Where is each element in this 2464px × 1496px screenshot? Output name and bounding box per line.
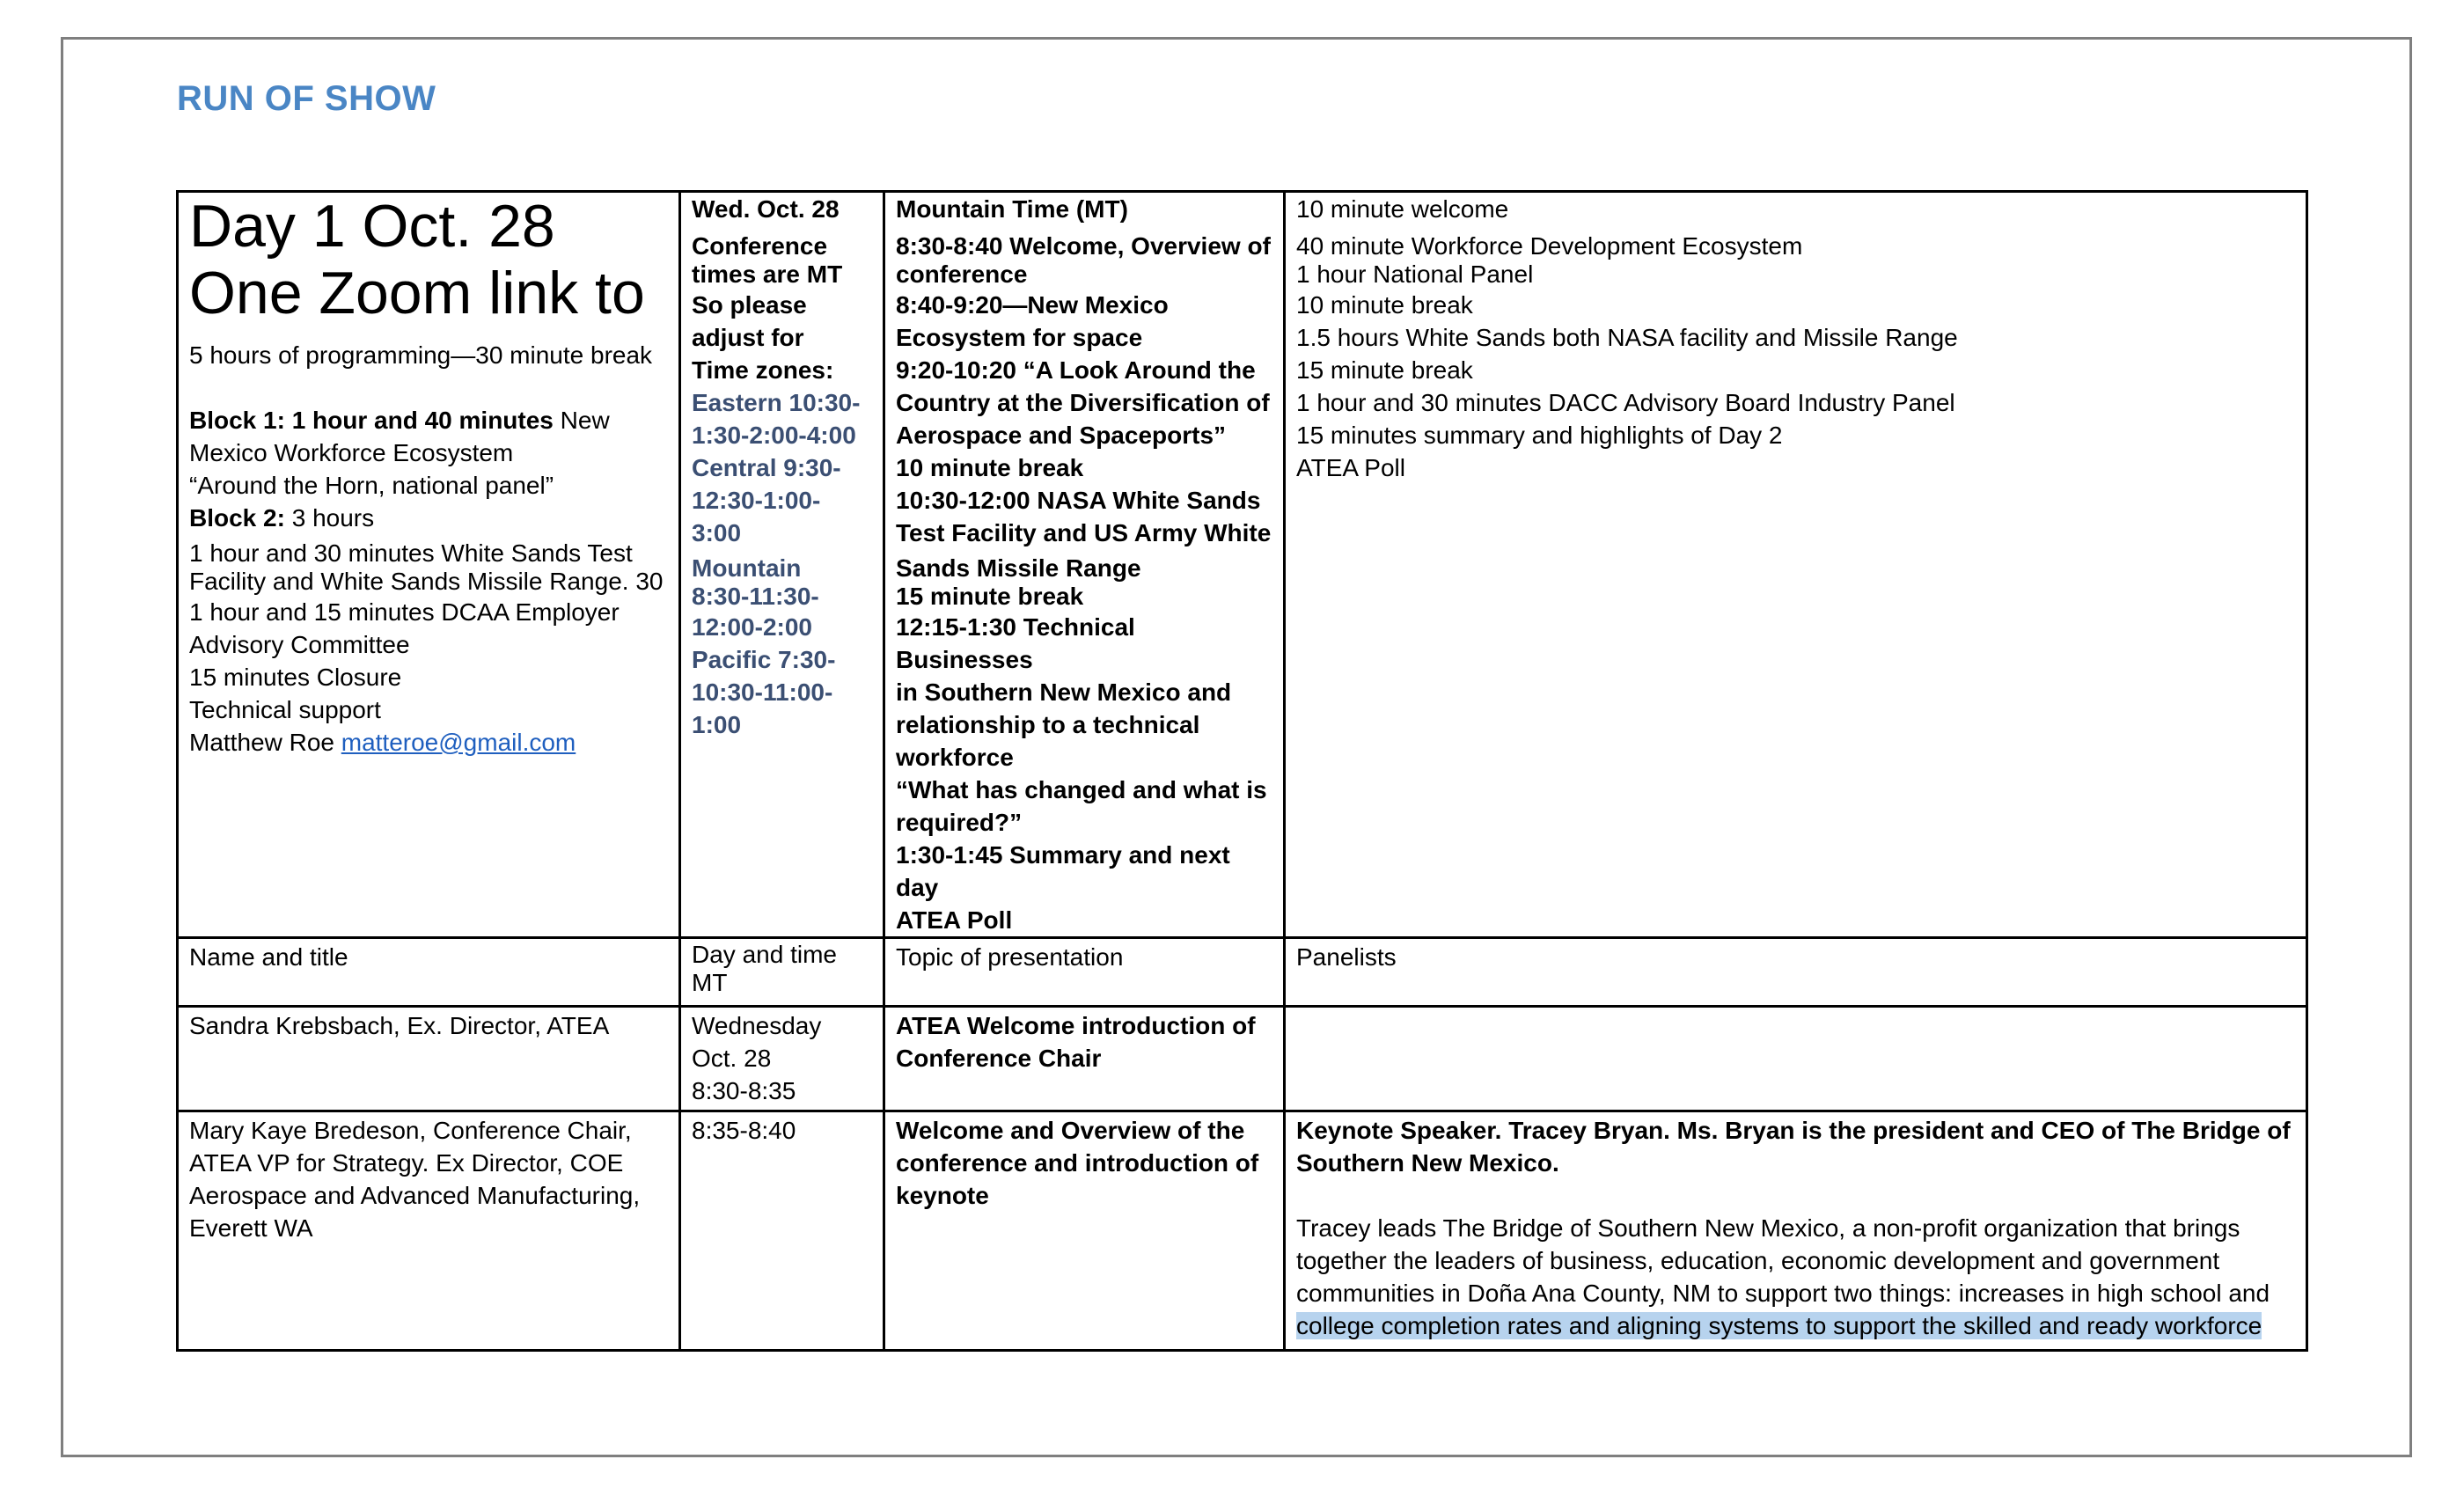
contact-line	[189, 726, 668, 759]
summary-line-b5: 15 minutes summary and highlights of Day 2	[1296, 422, 1783, 449]
tz-eastern-1: Eastern 10:30-	[692, 389, 861, 416]
header-topic-text: Topic of presentation	[896, 943, 1124, 971]
speaker-topic-line1: Welcome and Overview of the	[896, 1117, 1245, 1144]
speaker-name: Sandra Krebsbach, Ex. Director, ATEA	[189, 1012, 610, 1039]
summary-line-a2: 1 hour National Panel	[1296, 260, 1534, 288]
tz-mountain-2: 8:30-11:30-	[692, 583, 819, 610]
bio-line1: Tracey leads The Bridge of Southern New Mexico, a non-profit organization that brings	[1296, 1214, 2240, 1242]
summary-welcome: 10 minute welcome	[1296, 195, 1509, 223]
schedule-s5-a: 10:30-12:00 NASA White Sands	[896, 487, 1261, 514]
summary-line-b4: 1 hour and 30 minutes DACC Advisory Board Industry Panel	[1296, 389, 1955, 416]
speaker-topic-line2: Conference Chair	[896, 1045, 1102, 1072]
panelists-cell	[1285, 1007, 2307, 1111]
tz-note-1: Conference	[692, 232, 828, 260]
schedule-s7-a: 12:15-1:30 Technical Businesses	[896, 613, 1135, 673]
schedule-s1-b: conference	[896, 260, 1028, 288]
schedule-s1-a: 8:30-8:40 Welcome, Overview of	[896, 232, 1271, 260]
schedule-s9: 1:30-1:45 Summary and next day	[896, 841, 1230, 901]
speaker-time: 8:30-8:35	[692, 1077, 796, 1104]
schedule-s8-b: required?”	[896, 809, 1023, 836]
schedule-header: Mountain Time (MT)	[896, 195, 1128, 223]
bio-line4	[1296, 1309, 2295, 1342]
tz-central-2: 12:30-1:00-	[692, 487, 821, 514]
header-day-time	[680, 938, 884, 1007]
block2-item1-b: Facility and White Sands Missile Range. 30	[189, 568, 664, 595]
around-horn-text: “Around the Horn, national panel”	[189, 472, 554, 499]
block2-text: 3 hours	[284, 504, 375, 532]
tz-mountain-3: 12:00-2:00	[692, 613, 812, 641]
contact-email-link[interactable]: matteroe@gmail.com	[341, 729, 576, 756]
block2-item2-b: Advisory Committee	[189, 631, 410, 658]
block1-text-cont: Mexico Workforce Ecosystem	[189, 439, 514, 466]
speaker-name-cell	[178, 1111, 680, 1351]
keynote-line1: Keynote Speaker. Tracey Bryan. Ms. Bryan is the president and CEO of The Bridge of	[1296, 1117, 2291, 1144]
document-title: RUN OF SHOW	[177, 79, 436, 118]
block1-label: Block 1: 1 hour and 40 minutes	[189, 407, 554, 434]
block2-item4: Technical support	[189, 696, 381, 723]
speaker-topic-line2: conference and introduction of	[896, 1149, 1259, 1177]
tz-central-3: 3:00	[692, 519, 742, 546]
table-row	[178, 1111, 2307, 1351]
summary-line-a1: 40 minute Workforce Development Ecosystem	[1296, 232, 1803, 260]
block2-item2-a: 1 hour and 15 minutes DCAA Employer	[189, 598, 620, 626]
block2-item1-a: 1 hour and 30 minutes White Sands Test	[189, 539, 633, 567]
speaker-topic-line1: ATEA Welcome introduction of	[896, 1012, 1256, 1039]
schedule-s3-a: 9:20-10:20 “A Look Around the	[896, 356, 1256, 384]
overview-row	[178, 192, 2307, 938]
schedule-s7-d: workforce	[896, 744, 1014, 771]
bio-line3: communities in Doña Ana County, NM to support two things: increases in high school and	[1296, 1280, 2270, 1307]
header-panelists-text: Panelists	[1296, 943, 1397, 971]
summary-line-b1: 10 minute break	[1296, 291, 1473, 319]
schedule-s6-b: 15 minute break	[896, 583, 1084, 610]
tz-mountain-1: Mountain	[692, 554, 802, 582]
schedule-s6-a: Sands Missile Range	[896, 554, 1141, 582]
speaker-topic-line3: keynote	[896, 1182, 989, 1209]
schedule-s7-b: in Southern New Mexico and	[896, 678, 1232, 706]
schedule-s2-a: 8:40-9:20—New Mexico	[896, 291, 1169, 319]
schedule-s10: ATEA Poll	[896, 906, 1013, 934]
bio-line2: together the leaders of business, education, economic development and government	[1296, 1247, 2220, 1274]
summary-cell	[1285, 192, 2307, 938]
column-header-row	[178, 938, 2307, 1007]
header-topic	[884, 938, 1285, 1007]
schedule-cell	[884, 192, 1285, 938]
programming-summary: 5 hours of programming—30 minute break	[189, 341, 653, 369]
header-mt-text: MT	[692, 969, 728, 996]
block1-line	[189, 404, 668, 436]
tz-pacific-2: 10:30-11:00-	[692, 678, 833, 706]
day-overview-cell	[178, 192, 680, 938]
schedule-s3-c: Aerospace and Spaceports”	[896, 422, 1227, 449]
speaker-name-line2: ATEA VP for Strategy. Ex Director, COE	[189, 1149, 624, 1177]
block2-line	[189, 502, 668, 534]
tz-note-2: times are MT	[692, 260, 843, 288]
speaker-time: 8:35-8:40	[692, 1117, 796, 1144]
tz-note-5: Time zones:	[692, 356, 834, 384]
tz-eastern-2: 1:30-2:00-4:00	[692, 422, 856, 449]
selected-text-highlight[interactable]: college completion rates and aligning systems to support the skilled and ready workforce	[1296, 1312, 2262, 1339]
speaker-topic-cell	[884, 1007, 1285, 1111]
summary-line-b2: 1.5 hours White Sands both NASA facility and Missile Range	[1296, 324, 1958, 351]
day-heading-line2: One Zoom link to	[189, 260, 645, 326]
summary-line-b6: ATEA Poll	[1296, 454, 1405, 481]
speaker-name-cell	[178, 1007, 680, 1111]
header-name-title	[178, 938, 680, 1007]
speaker-day-line2: Oct. 28	[692, 1045, 772, 1072]
schedule-s8-a: “What has changed and what is	[896, 776, 1267, 803]
block2-item3: 15 minutes Closure	[189, 664, 402, 691]
tz-pacific-1: Pacific 7:30-	[692, 646, 836, 673]
speaker-day-line1: Wednesday	[692, 1012, 822, 1039]
tz-note-3: So please	[692, 291, 807, 319]
speaker-name-line1: Mary Kaye Bredeson, Conference Chair,	[189, 1117, 632, 1144]
speaker-name-line3: Aerospace and Advanced Manufacturing,	[189, 1182, 641, 1209]
header-day-time-text: Day and time	[692, 941, 837, 968]
schedule-s5-b: Test Facility and US Army White	[896, 519, 1272, 546]
date-label: Wed. Oct. 28	[692, 195, 840, 223]
tz-central-1: Central 9:30-	[692, 454, 841, 481]
date-timezone-cell	[680, 192, 884, 938]
schedule-s4: 10 minute break	[896, 454, 1084, 481]
speaker-topic-cell	[884, 1111, 1285, 1351]
tz-pacific-3: 1:00	[692, 711, 742, 738]
block1-text: New	[553, 407, 610, 434]
tz-note-4: adjust for	[692, 324, 804, 351]
speaker-time-cell	[680, 1111, 884, 1351]
schedule-s3-b: Country at the Diversification of	[896, 389, 1270, 416]
summary-line-b3: 15 minute break	[1296, 356, 1473, 384]
speaker-time-cell	[680, 1007, 884, 1111]
day-heading-line1: Day 1 Oct. 28	[189, 193, 555, 260]
table-row	[178, 1007, 2307, 1111]
schedule-s7-c: relationship to a technical	[896, 711, 1200, 738]
header-name-title-text: Name and title	[189, 943, 348, 971]
contact-name: Matthew Roe	[189, 729, 341, 756]
run-of-show-table	[176, 190, 2308, 1352]
schedule-s2-b: Ecosystem for space	[896, 324, 1143, 351]
header-panelists	[1285, 938, 2307, 1007]
keynote-cell	[1285, 1111, 2307, 1351]
block2-label: Block 2:	[189, 504, 285, 532]
speaker-name-line4: Everett WA	[189, 1214, 313, 1242]
keynote-line2: Southern New Mexico.	[1296, 1149, 1559, 1177]
